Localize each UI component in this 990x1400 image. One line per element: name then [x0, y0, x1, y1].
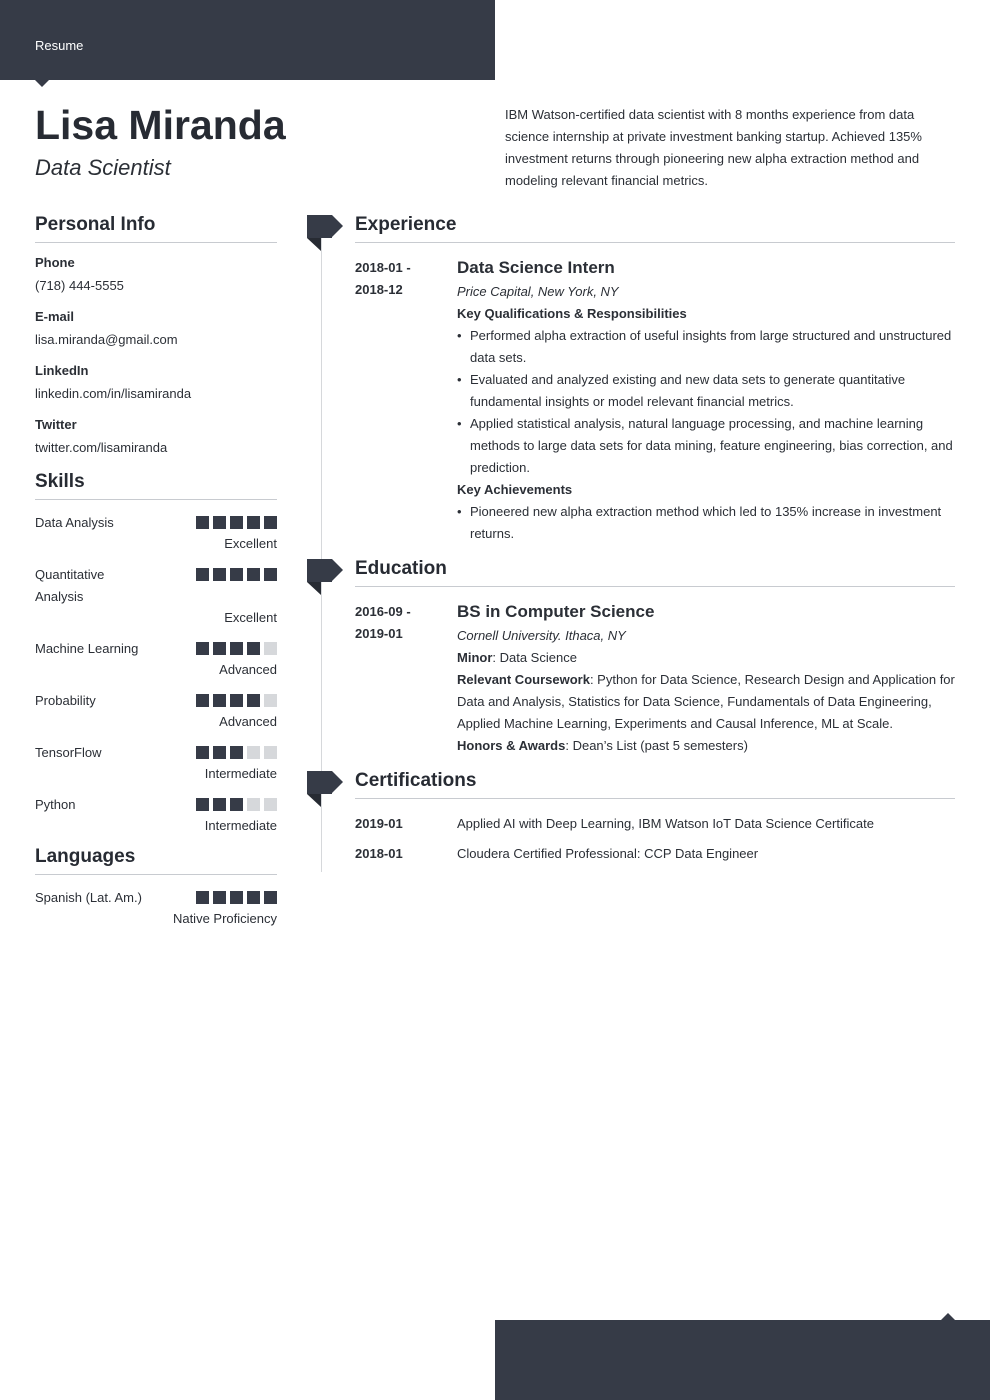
education-dates: [355, 601, 457, 757]
certification-date: 2018-01: [355, 846, 403, 861]
job-company: Price Capital, New York, NY: [457, 284, 619, 299]
certifications-title: Certifications: [355, 770, 955, 799]
skill-rating: [196, 798, 277, 811]
skill-name: Data Analysis: [35, 515, 114, 530]
skill-level: Excellent: [224, 610, 277, 625]
list-item: • Applied statistical analysis, natural language processing, and machine learning methods to large data sets for data mining, feature engineering, bias correction, and prediction.: [457, 413, 955, 479]
honors-value: : Dean’s List (past 5 semesters): [565, 738, 748, 753]
rating-square-icon: [230, 642, 243, 655]
rating-square-icon: [264, 642, 277, 655]
skill-level: Intermediate: [204, 766, 277, 781]
rating-square-icon: [196, 694, 209, 707]
skill-item: [35, 512, 277, 554]
left-column: [35, 214, 277, 939]
footer-notch: [941, 1313, 955, 1320]
languages-title: Languages: [35, 846, 277, 875]
skill-rating: [196, 568, 277, 581]
experience-body: [457, 257, 955, 545]
skill-item: [35, 564, 277, 628]
header-label: Resume: [35, 38, 84, 53]
experience-date-start: 2018-01 -: [355, 260, 411, 275]
certification-row: [355, 813, 955, 835]
certifications-flag-icon: [307, 771, 343, 811]
experience-entry: [355, 257, 955, 545]
rating-square-icon: [213, 891, 226, 904]
languages-list: [35, 887, 277, 929]
skill-rating: [196, 516, 277, 529]
rating-square-icon: [196, 568, 209, 581]
skill-rating: [196, 642, 277, 655]
email-item: [35, 309, 277, 347]
skills-section: [35, 471, 277, 836]
language-level: Native Proficiency: [172, 911, 277, 926]
rating-square-icon: [230, 694, 243, 707]
rating-square-icon: [196, 798, 209, 811]
skill-level: Advanced: [219, 662, 277, 677]
rating-square-icon: [247, 642, 260, 655]
minor-value: : Data Science: [492, 650, 577, 665]
rating-square-icon: [230, 798, 243, 811]
rating-square-icon: [230, 516, 243, 529]
list-item: • Evaluated and analyzed existing and new data sets to generate quantitative fundamental insights or model relevant financial metrics.: [457, 369, 955, 413]
rating-square-icon: [230, 568, 243, 581]
rating-square-icon: [264, 516, 277, 529]
rating-square-icon: [247, 694, 260, 707]
header-notch: [35, 80, 49, 87]
phone-label: Phone: [35, 255, 75, 270]
experience-dates: [355, 257, 457, 545]
personal-info-title: Personal Info: [35, 214, 277, 243]
rating-square-icon: [196, 746, 209, 759]
candidate-role: Data Scientist: [35, 155, 171, 180]
coursework-label: Relevant Coursework: [457, 672, 590, 687]
personal-info-section: [35, 214, 277, 455]
phone-value: (718) 444-5555: [35, 278, 124, 293]
rating-square-icon: [213, 568, 226, 581]
rating-square-icon: [264, 568, 277, 581]
skill-item: [35, 794, 277, 836]
skill-rating: [196, 694, 277, 707]
minor-line: [457, 647, 955, 669]
certifications-section: [355, 770, 955, 873]
skill-name: Machine Learning: [35, 641, 139, 656]
experience-title: Experience: [355, 214, 955, 243]
language-item: [35, 887, 277, 929]
twitter-item: [35, 417, 277, 455]
education-date-start: 2016-09 -: [355, 604, 411, 619]
rating-square-icon: [264, 798, 277, 811]
list-item: • Performed alpha extraction of useful insights from large structured and unstructured data sets.: [457, 325, 955, 369]
rating-square-icon: [213, 746, 226, 759]
honors-line: [457, 735, 955, 757]
skill-name: Python: [35, 797, 76, 812]
job-title: Data Science Intern: [457, 258, 615, 277]
coursework-value: : Python for Data Science, Research Design and Application for Data and Analysis, Statistics for Data Science, Fundamentals of Data Engineering, Applied Machine Learning, Experiments and Causal Inference, ML at Scale.: [457, 672, 955, 731]
candidate-name: Lisa Miranda: [35, 102, 286, 148]
linkedin-value: linkedin.com/in/lisamiranda: [35, 386, 192, 401]
email-label: E-mail: [35, 309, 75, 324]
education-entry: [355, 601, 955, 757]
certification-row: [355, 843, 955, 865]
rating-square-icon: [213, 516, 226, 529]
skill-item: [35, 638, 277, 680]
linkedin-item: [35, 363, 277, 401]
footer-bar: [495, 1320, 990, 1400]
phone-item: [35, 255, 277, 293]
education-flag-icon: [307, 559, 343, 599]
rating-square-icon: [213, 642, 226, 655]
email-value: lisa.miranda@gmail.com: [35, 332, 178, 347]
skill-name: Quantitative Analysis: [35, 567, 105, 604]
rating-square-icon: [264, 746, 277, 759]
rating-square-icon: [230, 891, 243, 904]
rating-square-icon: [264, 891, 277, 904]
rating-square-icon: [196, 891, 209, 904]
rating-square-icon: [196, 642, 209, 655]
skills-title: Skills: [35, 471, 277, 500]
summary: IBM Watson-certified data scientist with 8 months experience from data science internship at private investment banking startup. Achieved 135% investment returns through pioneering new alpha extraction method and modeling relevant financial metrics.: [505, 107, 922, 188]
twitter-value: twitter.com/lisamiranda: [35, 440, 168, 455]
certification-date: 2019-01: [355, 816, 403, 831]
rating-square-icon: [247, 891, 260, 904]
experience-section: [355, 214, 955, 545]
certification-name: Applied AI with Deep Learning, IBM Watson IoT Data Science Certificate: [457, 816, 874, 831]
certification-name: Cloudera Certified Professional: CCP Data Engineer: [457, 846, 759, 861]
rating-square-icon: [213, 798, 226, 811]
responsibilities-list: [457, 325, 955, 479]
education-body: [457, 601, 955, 757]
twitter-label: Twitter: [35, 417, 77, 432]
education-date-end: 2019-01: [355, 626, 403, 641]
minor-label: Minor: [457, 650, 493, 665]
skill-name: Probability: [35, 693, 96, 708]
language-rating: [196, 891, 277, 904]
achievements-list: [457, 501, 955, 545]
rating-square-icon: [230, 746, 243, 759]
skill-level: Excellent: [224, 536, 277, 551]
honors-label: Honors & Awards: [457, 738, 566, 753]
skill-rating: [196, 746, 277, 759]
experience-flag-icon: [307, 215, 343, 255]
linkedin-label: LinkedIn: [35, 363, 89, 378]
education-title: Education: [355, 558, 955, 587]
rating-square-icon: [196, 516, 209, 529]
degree-title: BS in Computer Science: [457, 602, 655, 621]
rating-square-icon: [247, 568, 260, 581]
header-bar: [0, 0, 495, 80]
achievements-label: Key Achievements: [457, 482, 573, 497]
education-section: [355, 558, 955, 757]
languages-section: [35, 846, 277, 929]
language-name: Spanish (Lat. Am.): [35, 890, 142, 905]
rating-square-icon: [247, 516, 260, 529]
skills-list: [35, 512, 277, 836]
rating-square-icon: [247, 746, 260, 759]
skill-name: TensorFlow: [35, 745, 102, 760]
rating-square-icon: [264, 694, 277, 707]
experience-date-end: 2018-12: [355, 282, 403, 297]
skill-level: Advanced: [219, 714, 277, 729]
rating-square-icon: [247, 798, 260, 811]
coursework-line: [457, 669, 955, 735]
school-name: Cornell University. Ithaca, NY: [457, 628, 626, 643]
rating-square-icon: [213, 694, 226, 707]
responsibilities-label: Key Qualifications & Responsibilities: [457, 306, 687, 321]
skill-item: [35, 690, 277, 732]
list-item: • Pioneered new alpha extraction method which led to 135% increase in investment returns.: [457, 501, 955, 545]
skill-level: Intermediate: [204, 818, 277, 833]
skill-item: [35, 742, 277, 784]
